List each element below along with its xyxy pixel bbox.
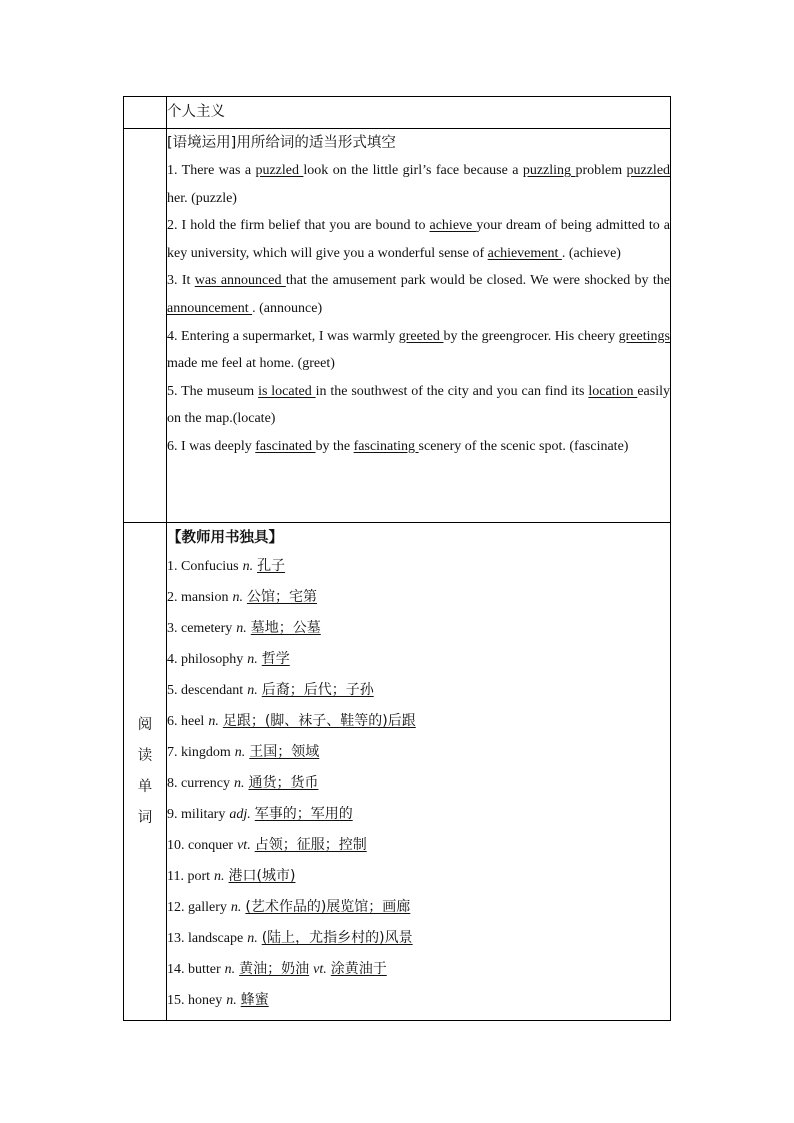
exercise-row	[124, 129, 671, 523]
vocab-meaning: 港口(城市)	[228, 868, 296, 884]
vocab-pos: n.	[214, 869, 225, 884]
vocab-number: 14.	[167, 962, 185, 977]
exercise-item	[167, 378, 670, 433]
vocab-pos: vt.	[313, 962, 327, 977]
vocab-item	[167, 613, 670, 644]
vocab-word: currency	[181, 776, 230, 791]
vocab-number: 2.	[167, 590, 178, 605]
exercise-item	[167, 157, 670, 212]
vocab-item	[167, 923, 670, 954]
vocab-pos: n.	[242, 559, 254, 574]
vocab-word: Confucius	[181, 559, 239, 574]
answer-blank: puzzled	[255, 163, 304, 178]
vocab-item	[167, 861, 670, 892]
vocab-word: butter	[188, 962, 221, 977]
vocab-word: conquer	[188, 838, 234, 853]
vocab-meaning: 蜂蜜	[240, 992, 269, 1008]
vocab-item	[167, 892, 670, 923]
answer-blank: announcement	[167, 300, 253, 316]
vocab-meaning: 后裔；后代；子孙	[261, 682, 374, 698]
vocab-list	[167, 551, 670, 1016]
exercise-item	[167, 267, 670, 322]
exercise-text: by the	[315, 438, 354, 454]
vocab-pos: n.	[224, 962, 236, 977]
exercise-text: her. (puzzle)	[167, 190, 237, 206]
side-label-char: 阅	[137, 716, 153, 733]
exercise-text: 4. Entering a supermarket, I was warmly	[167, 328, 399, 344]
exercise-main-cell	[167, 129, 671, 523]
top-row	[124, 97, 671, 129]
vocab-meaning: 王国；领域	[249, 744, 320, 760]
vocab-item	[167, 706, 670, 737]
exercise-text: by the greengrocer. His cheery	[443, 328, 619, 344]
vocab-pos: adj.	[229, 807, 251, 822]
vocab-number: 1.	[167, 559, 178, 574]
answer-blank: location	[588, 383, 638, 399]
side-label-char: 词	[137, 809, 153, 826]
exercise-text: 3. It	[167, 273, 195, 289]
vocab-number: 8.	[167, 776, 178, 791]
vocab-pos: n.	[232, 590, 243, 605]
vocab-word: heel	[181, 714, 205, 729]
exercise-heading: [语境运用]用所给词的适当形式填空	[167, 135, 396, 151]
vocab-pos: n.	[236, 621, 247, 636]
answer-blank: was announced	[194, 273, 286, 289]
vocab-meaning: 墓地；公墓	[250, 620, 321, 636]
vocab-side-cell	[124, 523, 167, 1021]
exercise-item	[167, 433, 670, 461]
exercise-side-cell	[124, 129, 167, 523]
exercise-text: look on the little girl’s face because a	[303, 163, 523, 178]
exercise-text: that the amusement park would be closed. We were shocked by the	[285, 273, 670, 289]
vocab-number: 4.	[167, 652, 178, 667]
answer-blank: puzzling	[522, 163, 576, 178]
exercise-item	[167, 323, 670, 378]
exercise-text: 6. I was deeply	[167, 438, 256, 454]
vocab-item	[167, 830, 670, 861]
vocab-number: 13.	[167, 931, 185, 946]
exercise-text: in the southwest of the city and you can find its	[315, 383, 589, 399]
vocab-pos: n.	[230, 900, 242, 915]
vocab-meaning: 涂黄油于	[330, 961, 387, 977]
worksheet-table	[123, 96, 671, 1021]
side-label-char: 单	[137, 778, 153, 795]
vocab-item	[167, 954, 670, 985]
top-side-cell	[124, 97, 167, 129]
vocab-number: 5.	[167, 683, 178, 698]
vocab-word: kingdom	[181, 745, 231, 760]
vocab-heading: 【教师用书独具】	[167, 530, 283, 546]
vocab-meaning: 占领；征服；控制	[254, 837, 367, 853]
vocab-pos: n.	[233, 776, 245, 791]
vocab-word: mansion	[181, 590, 229, 605]
top-row-text: 个人主义	[167, 104, 225, 120]
answer-blank: greeted	[398, 328, 444, 344]
answer-blank: achievement	[487, 245, 562, 261]
vocab-number: 15.	[167, 993, 185, 1008]
vocab-number: 6.	[167, 714, 178, 729]
exercise-text: problem	[575, 163, 627, 178]
vocab-item	[167, 985, 670, 1016]
vocab-pos: vt.	[237, 838, 251, 853]
vocab-meaning: 黄油；奶油	[239, 961, 310, 977]
exercise-text: 2. I hold the firm belief that you are bound to	[167, 218, 430, 234]
vocab-pos: n.	[247, 683, 258, 698]
vocab-pos: n.	[208, 714, 219, 729]
vocab-word: landscape	[188, 931, 244, 946]
exercise-text: made me feel at home. (greet)	[167, 356, 335, 372]
answer-blank: greetings	[618, 328, 670, 344]
vocab-pos: n.	[247, 931, 258, 946]
exercise-list	[167, 157, 670, 461]
vocab-number: 11.	[167, 869, 184, 884]
vocab-row	[124, 523, 671, 1021]
vocab-item	[167, 582, 670, 613]
exercise-text: 1. There was a	[167, 163, 256, 178]
vocab-word: gallery	[188, 900, 227, 915]
vocab-item	[167, 799, 670, 830]
exercise-text: scenery of the scenic spot. (fascinate)	[418, 438, 629, 454]
exercise-text: easily on the map.(locate)	[167, 383, 670, 427]
vocab-word: honey	[188, 993, 223, 1008]
vocab-word: philosophy	[181, 652, 244, 667]
vocab-number: 9.	[167, 807, 178, 822]
vocab-word: military	[181, 807, 226, 822]
vocab-meaning: 哲学	[261, 651, 290, 667]
answer-blank: fascinating	[353, 438, 419, 454]
vocab-number: 7.	[167, 745, 178, 760]
answer-blank: is located	[258, 383, 316, 399]
answer-blank: fascinated	[255, 438, 316, 454]
vocab-pos: n.	[234, 745, 246, 760]
vocab-number: 12.	[167, 900, 185, 915]
vocab-meaning: 通货；货币	[248, 775, 319, 791]
vocab-word: cemetery	[181, 621, 233, 636]
vocab-number: 10.	[167, 838, 185, 853]
vocab-meaning: 孔子	[257, 558, 286, 574]
side-label	[124, 710, 166, 834]
exercise-item	[167, 212, 670, 267]
answer-blank: puzzled	[626, 163, 671, 178]
vocab-meaning: 公馆；宅第	[246, 589, 317, 605]
vocab-item	[167, 768, 670, 799]
top-main-cell	[167, 97, 671, 129]
vocab-item	[167, 644, 670, 675]
side-label-char: 读	[137, 747, 153, 764]
vocab-meaning: 足跟；(脚、袜子、鞋等的)后跟	[222, 713, 416, 729]
vocab-item	[167, 551, 670, 582]
vocab-item	[167, 675, 670, 706]
exercise-text: . (achieve)	[561, 245, 621, 261]
vocab-main-cell	[167, 523, 671, 1021]
vocab-pos: n.	[226, 993, 237, 1008]
exercise-text: . (announce)	[252, 300, 323, 316]
vocab-number: 3.	[167, 621, 178, 636]
vocab-word: port	[187, 869, 211, 884]
vocab-word: descendant	[181, 683, 244, 698]
vocab-item	[167, 737, 670, 768]
exercise-text: your dream of being admitted to a key university, which will give you a wonderful sense of	[167, 218, 670, 261]
vocab-meaning: (艺术作品的)展览馆；画廊	[245, 899, 411, 915]
exercise-text: 5. The museum	[167, 383, 259, 399]
answer-blank: achieve	[429, 218, 477, 234]
vocab-pos: n.	[247, 652, 258, 667]
vocab-meaning: 军事的；军用的	[254, 806, 353, 822]
vocab-meaning: (陆上，尤指乡村的)风景	[261, 930, 413, 946]
